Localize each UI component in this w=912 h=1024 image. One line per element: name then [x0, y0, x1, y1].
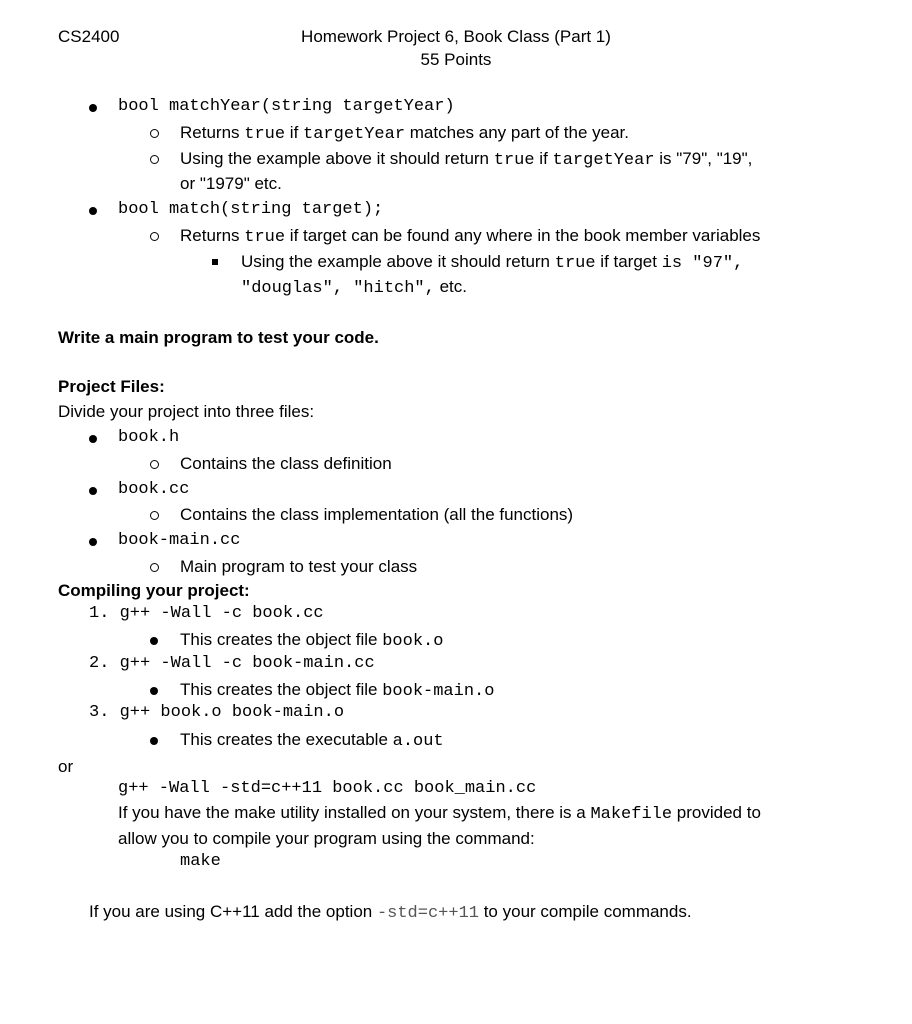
bullet-icon	[89, 207, 97, 215]
project-files-heading: Project Files:	[58, 377, 165, 396]
compile-step-desc: This creates the object file book.o	[180, 630, 444, 651]
circle-bullet-icon	[150, 563, 159, 572]
bullet-icon	[89, 435, 97, 443]
circle-bullet-icon	[150, 511, 159, 520]
project-files-intro: Divide your project into three files:	[58, 402, 315, 421]
match-year-signature: bool matchYear(string targetYear)	[118, 97, 455, 116]
match-signature: bool match(string target);	[118, 200, 384, 219]
make-command: make	[180, 852, 221, 871]
bullet-icon	[89, 487, 97, 495]
circle-bullet-icon	[150, 460, 159, 469]
makefile-note-line-1: If you have the make utility installed on your system, there is a Makefile provided to	[118, 803, 761, 824]
bullet-icon	[150, 737, 158, 745]
makefile-note-line-2: allow you to compile your program using the command:	[118, 829, 535, 848]
circle-bullet-icon	[150, 129, 159, 138]
test-heading: Write a main program to test your code.	[58, 328, 379, 347]
match-desc-1: Returns true if target can be found any where in the book member variables	[180, 226, 761, 247]
match-desc-2: Using the example above it should return true if target is "97",	[241, 252, 744, 273]
cpp11-note: If you are using C++11 add the option -std=c++11 to your compile commands.	[89, 902, 692, 923]
points-label: 55 Points	[420, 50, 492, 69]
bullet-icon	[150, 637, 158, 645]
or-label: or	[58, 757, 74, 776]
compiling-heading: Compiling your project:	[58, 581, 250, 600]
file-name: book.h	[118, 428, 180, 447]
file-name: book-main.cc	[118, 531, 241, 550]
circle-bullet-icon	[150, 232, 159, 241]
alt-compile-command: g++ -Wall -std=c++11 book.cc book_main.cc	[118, 779, 537, 798]
compile-step-command: 3. g++ book.o book-main.o	[89, 703, 345, 722]
bullet-icon	[89, 104, 97, 112]
file-name: book.cc	[118, 480, 190, 499]
course-code: CS2400	[58, 27, 120, 46]
compile-step-command: 2. g++ -Wall -c book-main.cc	[89, 654, 375, 673]
file-desc: Contains the class implementation (all the functions)	[180, 505, 574, 524]
square-bullet-icon	[212, 259, 218, 265]
circle-bullet-icon	[150, 155, 159, 164]
compile-step-command: 1. g++ -Wall -c book.cc	[89, 604, 324, 623]
match-year-desc-2-cont: or "1979" etc.	[180, 174, 282, 193]
bullet-icon	[150, 687, 158, 695]
bullet-icon	[89, 538, 97, 546]
file-desc: Contains the class definition	[180, 454, 392, 473]
match-year-desc-1: Returns true if targetYear matches any part of the year.	[180, 123, 630, 144]
compile-step-desc: This creates the executable a.out	[180, 730, 444, 751]
document-title: Homework Project 6, Book Class (Part 1)	[301, 27, 611, 46]
match-year-desc-2: Using the example above it should return true if targetYear is "79", "19",	[180, 149, 753, 170]
compile-step-desc: This creates the object file book-main.o	[180, 680, 495, 701]
file-desc: Main program to test your class	[180, 557, 418, 576]
match-desc-2-cont: "douglas", "hitch", etc.	[241, 277, 467, 298]
